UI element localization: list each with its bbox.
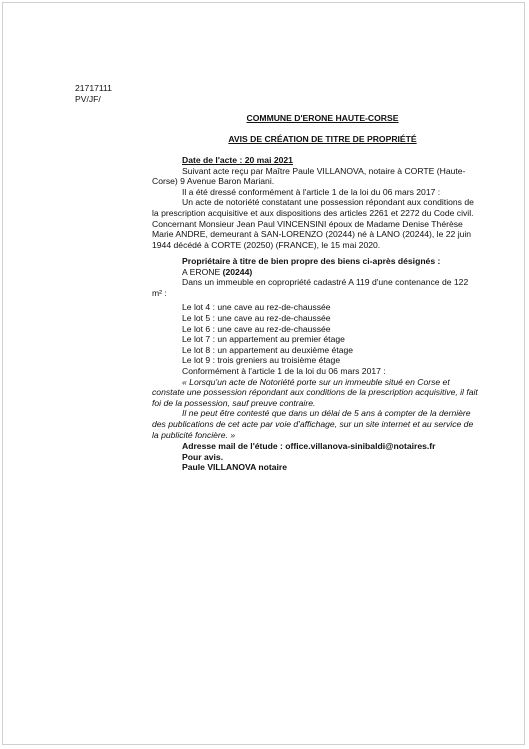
deed-intro xyxy=(152,155,495,250)
location-name: A ERONE xyxy=(182,266,223,277)
lot-item: Le lot 8 : un appartement au deuxième étage xyxy=(182,344,354,355)
conformity-line: Conformément à l'article 1 de la loi du 06 mars 2017 : xyxy=(182,365,386,376)
quote-line: « Lorsqu'un acte de Notoriété porte sur un immeuble situé en Corse et xyxy=(182,376,450,387)
intro-line: 1944 décédé à CORTE (20250) (FRANCE), le 15 mai 2020. xyxy=(152,239,381,250)
quote-line: des publications de cet acte par voie d'affichage, sur un site internet et au service de xyxy=(152,418,474,429)
lot-item: Le lot 7 : un appartement au premier étage xyxy=(182,334,345,345)
signatory: Paule VILLANOVA notaire xyxy=(182,462,288,473)
intro-line: Il a été dressé conformément à l'article 1 de la loi du 06 mars 2017 : xyxy=(182,186,441,197)
deed-date: Date de l'acte : 20 mai 2021 xyxy=(182,155,293,165)
intro-line: Concernant Monsieur Jean Paul VINCENSINI époux de Madame Denise Thérèse xyxy=(152,218,463,229)
intro-line: Marie ANDRE, demeurant à SAN-LORENZO (20244) né à LANO (20244), le 22 juin xyxy=(152,229,472,240)
building-line: Dans un immeuble en copropriété cadastré A 119 d'une contenance de 122 xyxy=(182,277,469,288)
quote-line: la publicité foncière. » xyxy=(152,429,236,440)
quote-line: Il ne peut être contesté que dans un délai de 5 ans à compter de la dernière xyxy=(182,408,471,419)
intro-line: Corse) 9 Avenue Baron Mariani. xyxy=(152,176,275,187)
owner-heading: Propriétaire à titre de bien propre des biens ci-après désignés : xyxy=(182,256,441,266)
pour-avis: Pour avis. xyxy=(182,451,224,462)
quote-line: foi de la possession, sauf preuve contraire. xyxy=(152,397,316,408)
lot-item: Le lot 4 : une cave au rez-de-chaussée xyxy=(182,302,331,313)
lot-item: Le lot 9 : trois greniers au troisième étage xyxy=(182,355,341,366)
reference-block xyxy=(75,83,112,105)
intro-line: Un acte de notoriété constatant une possession répondant aux conditions de xyxy=(182,197,474,208)
location-code: (20244) xyxy=(222,266,253,277)
notice-title: AVIS DE CRÉATION DE TITRE DE PROPRIÉTÉ xyxy=(228,134,417,144)
intro-line: la prescription acquisitive et aux dispositions des articles 2261 et 2272 du Code civil. xyxy=(152,207,474,218)
quote-line: constate une possession répondant aux conditions de la prescription acquisitive, il fait xyxy=(152,387,478,398)
intro-line: Suivant acte reçu par Maître Paule VILLANOVA, notaire à CORTE (Haute- xyxy=(182,165,466,176)
reference-code: PV/JF/ xyxy=(75,94,101,104)
owner-location xyxy=(152,267,495,278)
reference-number: 21717111 xyxy=(75,83,112,93)
signature-block xyxy=(152,441,495,473)
commune-title: COMMUNE D'ERONE HAUTE-CORSE xyxy=(246,113,399,123)
building-line: m² : xyxy=(152,287,167,298)
email-line: Adresse mail de l'étude : office.villanova-sinibaldi@notaires.fr xyxy=(182,441,436,451)
lot-item: Le lot 5 : une cave au rez-de-chaussée xyxy=(182,312,331,323)
lot-item: Le lot 6 : une cave au rez-de-chaussée xyxy=(182,323,331,334)
owner-section xyxy=(152,256,495,440)
